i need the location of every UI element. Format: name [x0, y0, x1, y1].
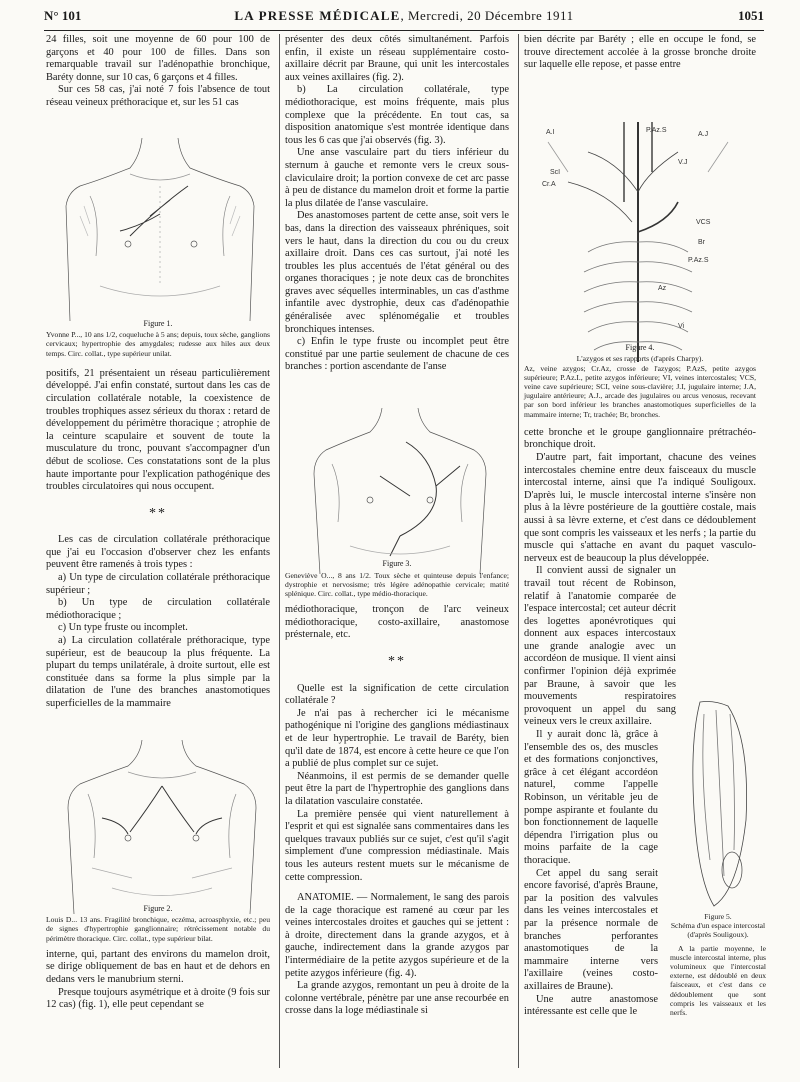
figure-5-caption: Schéma d'un espace intercostal (d'après Souligoux).	[670, 921, 766, 940]
paragraph: Il y aurait donc là, grâce à l'ensemble des os, des muscles et des formations conjonctives, grâce à cet élégant accordéon naturel, comme l'appelle Robinson, un véritable jeu de pompe aspirante et foulante du bon fonctionnement de laquelle dépendra l'irrigation plus ou moins parfaite de la cage thoracique.	[524, 729, 658, 866]
paragraph: médiothoracique, tronçon de l'arc veineux médiothoracique, costo-axillaire, anastomose présternale, etc.	[285, 604, 509, 641]
paragraph: Une autre anastomose intéressante est celle que le	[524, 993, 658, 1018]
figure-2-illustration	[62, 738, 262, 918]
figure-1-illustration	[60, 136, 260, 326]
section-separator: **	[388, 654, 406, 670]
issue-date: , Mercredi, 20 Décembre 1911	[400, 8, 574, 23]
figure-4-annotation: P.Az.S	[646, 127, 667, 134]
paragraph: Il convient aussi de signaler un travail tout récent de Robinson, relatif à l'anatomie comparée de l'espace intercostal; cet auteur décrit des logettes aponévrotiques qui donnent aux espaces intercostaux une grande analogie avec un accordéon de musique. Il vient ainsi confirmer l'opinion déjà exprimée par Braune, à savoir que les mouvements respiratoires provoquent un appel du sang veineux vers le creux axillaire.	[524, 565, 676, 728]
paragraph: c) Enfin le type fruste ou incomplet peut être constitué par une partie seulement de chacune de ces branches : portion ascendante de l'anse	[285, 336, 509, 373]
paragraph: cette bronche et le groupe ganglionnaire prétrachéo-bronchique droit.	[524, 426, 756, 451]
page-header	[44, 8, 764, 28]
column-divider	[279, 34, 280, 1068]
figure-1-caption: Yvonne P..., 10 ans 1/2, coqueluche à 5 ans; depuis, toux sèche, ganglions cervicaux; hypertrophie des amygdales; rudesse aux hiles aux deux temps. Circ. collat., type supérieur unilat.	[46, 330, 270, 358]
paragraph: Quelle est la signification de cette circulation collatérale ?	[285, 682, 509, 707]
paragraph: Des anastomoses partent de cette anse, soit vers le bas, dans la direction des vaisseaux phréniques, soit vers le haut, dans la direction du cou ou du creux axillaire droit. Dans ces cas surtout, j'ai noté les troubles les plus accentués de l'état général ou des organes thoraciques ; je note deux cas de bronchites graves avec séquelles interminables, un cas d'asthme infantile avec dystrophie, deux cas d'adénopathie généralisée avec splénomégalie et troubles bronchiques intenses.	[285, 210, 509, 335]
figure-2-label: Figure 2.	[143, 903, 173, 913]
header-rule	[44, 30, 764, 31]
figure-4-annotation: ScI	[550, 169, 561, 176]
figure-4-annotation: P.Az.S	[688, 257, 709, 264]
figure-4-label: Figure 4.	[625, 342, 655, 352]
figure-3-caption: Geneviève O..., 8 ans 1/2. Toux sèche et quinteuse depuis l'enfance; dystrophie et nervosisme; très légère adénopathie cervicale; matité splénique. Circ. collat., type médio-thoracique.	[285, 570, 509, 599]
paragraph: Néanmoins, il est permis de se demander quelle peut être la part de l'hypertrophie des ganglions dans la dilatation vasculaire constatée.	[285, 770, 509, 807]
figure-2-caption: Louis D... 13 ans. Fragilité bronchique, eczéma, acroasphyxie, etc.; peu de signes d'hypertrophie ganglionnaire; rétrécissement notable du périmètre thoracique. Circ. collat., type supérieur bilat.	[46, 915, 270, 943]
issue-number: N° 101	[44, 8, 82, 23]
paragraph: Cet appel du sang serait encore favorisé, d'après Braune, par la position des valvules dans les veines intercostales et par la présence normale de branches perforantes anastomotiques de la mammaire interne vers l'axillaire (veines costo-axillaires de Braune).	[524, 867, 658, 992]
figure-4-legend: Az, veine azygos; Cr.Az, crosse de l'azygos; P.AzS, petite azygos supérieure; P.Az.I., petite azygos inférieure; VI, veines intercostales; VCS, veine cave supérieure; SCI, veine sous-clavière; J.I, jugulaire interne; J.A, jugulaire antérieure; A.J., arcade des jugulaires ou arcus venosus, recevant par son bord inférieur les branches anastomotiques superficielles de la mammaire interne; Tr, trachée; Br, bronches.	[524, 363, 756, 419]
column-divider	[518, 34, 519, 1068]
figure-4-annotation: VCS	[696, 219, 711, 226]
paragraph: Je n'ai pas à rechercher ici le mécanisme pathogénique ni l'origine des ganglions médiastinaux et de leur hypertrophie. Le travail de Baréty, bien qu'il date de 1874, est encore à cette heure ce que l'on a publié de plus complet sur ce sujet.	[285, 707, 509, 770]
paragraph: Sur ces 58 cas, j'ai noté 7 fois l'absence de tout réseau veineux préthoracique et, sur les 51 cas	[46, 84, 270, 108]
figure-3-illustration	[310, 406, 490, 578]
paragraph: Presque toujours asymétrique et à droite (9 fois sur 12 cas) (fig. 1), elle peut cependant se	[46, 986, 270, 1011]
figure-4-annotation: Cr.A	[542, 181, 556, 188]
figure-4-annotation: Az	[658, 285, 667, 292]
journal-name: LA PRESSE MÉDICALE	[234, 8, 401, 23]
paragraph: bien décrite par Baréty ; elle en occupe le fond, se trouve directement accolée à la grosse bronche droite sur laquelle elle repose, et passe entre	[524, 34, 756, 71]
paragraph: présenter des deux côtés simultanément. Parfois enfin, il existe un réseau supplémentaire costo-axillaire décrit par Braune, qui unit les intercostales aux veines axillaires (fig. 2).	[285, 34, 509, 83]
paragraph: Les cas de circulation collatérale préthoracique que j'ai eu l'occasion d'observer chez les enfants peuvent être ramenés à trois types :	[46, 534, 270, 571]
journal-title	[44, 8, 764, 24]
list-item: c) Un type fruste ou incomplet.	[58, 622, 188, 634]
figure-3-label: Figure 3.	[382, 559, 412, 569]
paragraph: interne, qui, partant des environs du mamelon droit, se dirige obliquement de bas en haut et de dehors en dedans vers le manubrium sterni.	[46, 948, 270, 985]
figure-4-annotation: A.J	[698, 131, 709, 138]
list-item: a) Un type de circulation collatérale préthoracique supérieur ;	[46, 572, 270, 596]
paragraph: a) La circulation collatérale préthoracique, type supérieur, est de beaucoup la plus fréquente. La plupart du temps unilatérale, à droite surtout, elle est constituée dans sa forme la plus simple par la dilatation de l'une des branches anastomotiques superficielles de la mammaire	[46, 635, 270, 710]
figure-4-annotation: Vi	[678, 323, 685, 330]
paragraph: ANATOMIE. — Normalement, le sang des parois de la cage thoracique est ramené au cœur par les veines intercostales droites et gauches qui se jettent : à droite, directement dans la grande azygos, et à gauche, indirectement dans la grande azygos par l'intermédiaire de la petite azygos supérieure et de la petite azygos inférieure (fig. 4).	[285, 892, 509, 979]
figure-4-illustration	[528, 112, 754, 368]
figure-5-text	[670, 912, 766, 1017]
paragraph: 24 filles, soit une moyenne de 60 pour 100 de garçons et 40 pour 100 de filles. Dans son remarquable travail sur l'adénopathie bronchique, Baréty donne, sur 10 cas, 6 garçons et 4 filles.	[46, 34, 270, 83]
paragraph: La première pensée qui vient naturellement à l'esprit et qui est signalée sans commentaires dans les quelques travaux publiés sur ce sujet, c'est qu'il s'agit simplement d'une compression médiastinale. Mais tous les auteurs restent muets sur le mécanisme de cette compression.	[285, 808, 509, 883]
figure-5-label: Figure 5.	[704, 912, 732, 921]
list-item: b) Un type de circulation collatérale médiothoracique ;	[46, 597, 270, 621]
figure-4-annotation: A.I	[546, 129, 555, 136]
paragraph: La grande azygos, remontant un peu à droite de la colonne vertébrale, pénètre par une anse recourbée en crosse dans la loge médiastinale si	[285, 980, 509, 1017]
figure-4-caption: L'azygos et ses rapports (d'après Charpy).	[576, 354, 704, 364]
paragraph: positifs, 21 présentaient un réseau particulièrement développé. J'ai enfin constaté, surtout dans les cas de circulation collatérale notable, la coexistence de troubles trophiques assez sérieux du thorax : retard de développement du périmètre thoracique ; atrophie de la ceinture scapulaire et souvent de toute la musculature du tronc, pouvant s'accompagner d'un début de scoliose. Ces constatations sont de la plus haute importante pour l'explication pathogénique des troubles circulatoires qui nous occupent.	[46, 367, 270, 493]
paragraph: D'autre part, fait important, chacune des veines intercostales chemine entre deux faisceaux du muscle intercostal interne, ainsi que l'a indiqué Souligoux. D'après lui, le muscle intercostal interne s'insère non plus à la lèvre postérieure de la gouttière costale, mais aussi à sa lèvre externe, et c'est dans ce dédoublement que sont compris les vaisseaux et les nerfs ; la partie du muscle qui s'attache en avant du paquet vasculo-nerveux est de beaucoup la plus développée.	[524, 451, 756, 564]
paragraph: Une anse vasculaire part du tiers inférieur du sternum à gauche et remonte vers le creux sous-claviculaire droit; la portion convexe de cet arc passe à peu de distance du mamelon droit et forme la partie la plus dilatée de l'anse vasculaire.	[285, 147, 509, 209]
figure-5-description: A la partie moyenne, le muscle intercostal interne, plus volumineux que l'intercostal externe, est dédoublé en deux faisceaux, et c'est dans ce dédoublement que sont compris les vaisseaux et les nerfs.	[670, 943, 766, 1018]
figure-4-annotation: V.J	[678, 159, 688, 166]
section-separator: **	[149, 505, 167, 521]
figure-4-annotation: Br	[698, 239, 705, 246]
paragraph: b) La circulation collatérale, type médiothoracique, est moins fréquente, mais plus complexe que la précédente. En tout cas, sa disposition anatomique s'est montrée identique dans tous les 6 cas que j'ai observés (fig. 3).	[285, 84, 509, 146]
figure-1-label: Figure 1.	[143, 318, 173, 328]
page-number: 1051	[738, 8, 764, 23]
figure-5-illustration	[680, 700, 760, 910]
